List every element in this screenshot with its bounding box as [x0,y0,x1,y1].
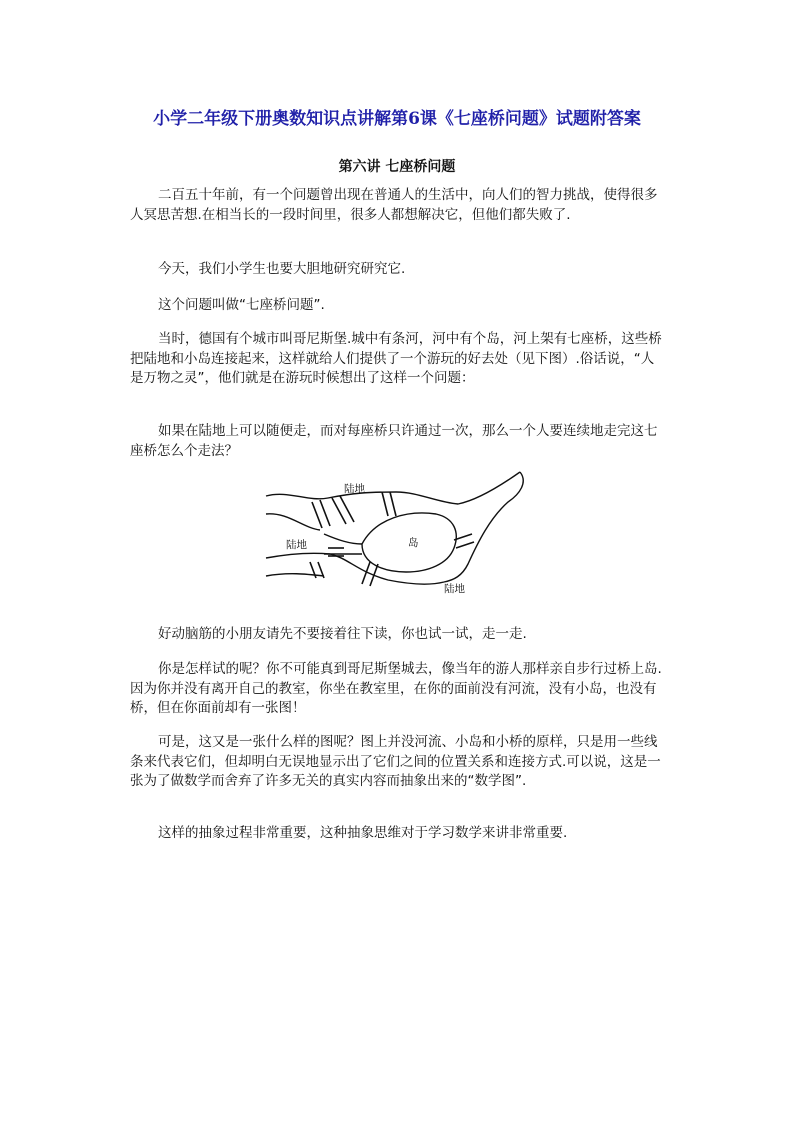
paragraph-question: 如果在陆地上可以随便走，而对每座桥只许通过一次，那么一个人要连续地走完这七座桥怎么个走法？ [130,423,658,459]
paragraph-graph: 可是，这又是一张什么样的图呢？图上并没河流、小岛和小桥的原样，只是用一些线条来代表它们，但却明白无误地显示出了它们之间的位置关系和连接方式.可以说，这是一张为了做数学而舍弃了许多无关的真实内容而抽象出来的“数学图”. [130,734,661,789]
seven-bridges-diagram [258,462,538,612]
bridge-1 [312,500,330,528]
label-island: 岛 [408,537,419,549]
east-river-bank [444,472,523,582]
upper-river-bottom-bank [266,514,320,530]
bridge-3 [382,492,396,516]
label-west-land: 陆地 [286,539,307,551]
paragraph-try: 好动脑筋的小朋友请先不要接着往下读，你也试一试，走一走. [158,626,527,642]
lesson-title: 第六讲 七座桥问题 [338,159,456,175]
lower-river-bank [266,553,444,584]
paragraph-intro: 二百五十年前，有一个问题曾出现在普通人的生活中，向人们的智力挑战，使得很多人冥思苦想.在相当长的一段时间里，很多人都想解决它，但他们都失败了. [130,187,658,223]
upper-river-top-bank [266,472,520,504]
label-south-land: 陆地 [444,583,465,595]
paragraph-history: 当时，德国有个城市叫哥尼斯堡.城中有条河，河中有个岛，河上架有七座桥，这些桥把陆地和小岛连接起来，这样就给人们提供了一个游玩的好去处（见下图）.俗话说，“人是万物之灵”，他们就是在游玩时候想出了这样一个问题： [130,331,662,386]
page-title: 小学二年级下册奥数知识点讲解第6课《七座桥问题》试题附答案 [153,109,641,129]
label-north-land: 陆地 [344,483,365,495]
paragraph-abstraction: 这样的抽象过程非常重要，这种抽象思维对于学习数学来讲非常重要. [158,825,568,841]
paragraph-how: 你是怎样试的呢？你不可能真到哥尼斯堡城去，像当年的游人那样亲自步行过桥上岛.因为你并没有离开自己的教室，你坐在教室里，在你的面前没有河流，没有小岛，也没有桥，但在你面前却有一张图！ [130,661,662,716]
paragraph-today: 今天，我们小学生也要大胆地研究研究它. [158,261,406,277]
middle-channel [324,534,362,544]
bridge-2 [332,496,354,524]
paragraph-problem-name: 这个问题叫做“七座桥问题”. [158,297,325,313]
